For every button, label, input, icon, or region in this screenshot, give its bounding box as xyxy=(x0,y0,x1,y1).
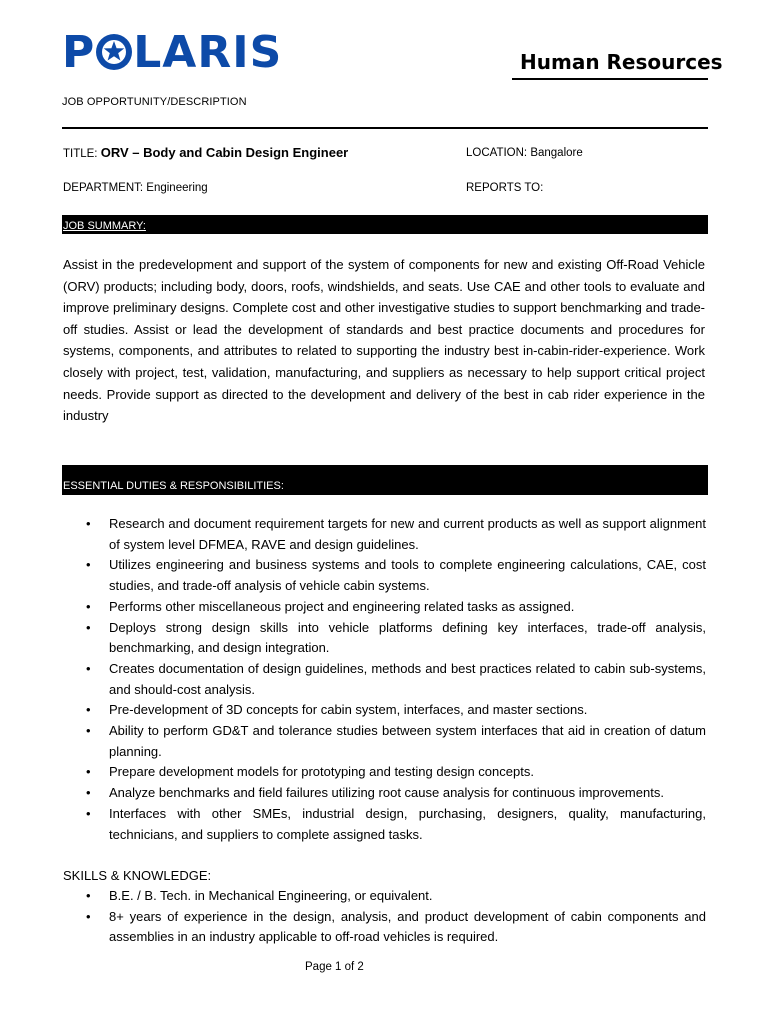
star-icon xyxy=(96,34,132,70)
list-item xyxy=(86,907,706,948)
list-item xyxy=(86,721,706,762)
duty-text: Utilizes engineering and business systems and tools to complete engineering calculations, CAE, cost studies, and trade-off analysis of vehicle cabin systems. xyxy=(109,557,706,594)
bullet-icon: • xyxy=(86,785,91,801)
reports-to-label: REPORTS TO: xyxy=(466,182,544,194)
page-number: Page 1 of 2 xyxy=(305,961,364,973)
reports-to-field xyxy=(466,182,543,194)
duty-text: Deploys strong design skills into vehicle platforms defining key interfaces, trade-off analysis, benchmarking, and design integration. xyxy=(109,619,706,656)
department-title: Human Resources xyxy=(520,50,723,74)
skills-heading: SKILLS & KNOWLEDGE: xyxy=(63,868,212,883)
title-value: ORV – Body and Cabin Design Engineer xyxy=(100,145,349,160)
list-item xyxy=(86,804,706,845)
duties-heading xyxy=(62,465,708,495)
bullet-icon: • xyxy=(86,764,91,780)
doc-type-label: JOB OPPORTUNITY/DESCRIPTION xyxy=(62,96,247,108)
list-item xyxy=(86,618,706,659)
bullet-icon: • xyxy=(86,723,91,739)
list-item xyxy=(86,783,706,804)
bullet-icon: • xyxy=(86,598,91,614)
bullet-icon: • xyxy=(86,888,91,903)
duty-text: Creates documentation of design guidelines, methods and best practices related to cabin sub-systems, and should-cost analysis. xyxy=(109,660,706,697)
header-divider xyxy=(62,127,708,129)
duty-text: Ability to perform GD&T and tolerance studies between system interfaces that aid in creation of datum planning. xyxy=(109,723,706,759)
duty-text: Performs other miscellaneous project and engineering related tasks as assigned. xyxy=(109,598,575,614)
duty-text: Interfaces with other SMEs, industrial design, purchasing, designers, quality, manufacturing, technicians, and suppliers to complete assigned tasks. xyxy=(109,805,706,842)
bullet-icon: • xyxy=(86,557,91,573)
bullet-icon: • xyxy=(86,805,91,821)
list-item xyxy=(86,762,706,783)
duties-heading-text: ESSENTIAL DUTIES & RESPONSIBILITIES: xyxy=(63,480,284,492)
job-summary-heading-text: JOB SUMMARY: xyxy=(63,220,146,232)
list-item xyxy=(86,886,706,907)
skills-list xyxy=(86,886,706,948)
list-item xyxy=(86,659,706,700)
job-summary-text: Assist in the predevelopment and support of the system of components for new and existing Off-Road Vehicle (ORV) products; including body, doors, roofs, windshields, and seats. Use CAE and other tools to evaluate and improve preliminary designs. Complete cost and other investigative studies to support benchmarking and trade-off studies. Assist or lead the development of standards and best practice documents and procedures for systems, components, and attributes to related to supporting the industry best in-cabin-rider-experience. Work closely with project, test, validation, manufacturing, and suppliers as necessary to help support critical project needs. Provide support as directed to the development and delivery of the best in cab rider experience in the industry xyxy=(63,257,705,424)
list-item xyxy=(86,514,706,555)
bullet-icon: • xyxy=(86,908,91,924)
header-underline xyxy=(512,78,708,80)
polaris-logo xyxy=(62,27,283,78)
list-item xyxy=(86,700,706,721)
duties-list xyxy=(86,514,706,845)
job-summary-heading xyxy=(62,215,708,234)
list-item xyxy=(86,555,706,596)
list-item xyxy=(86,597,706,618)
duty-text: Pre-development of 3D concepts for cabin system, interfaces, and master sections. xyxy=(109,702,588,718)
location-label: LOCATION: xyxy=(466,147,531,159)
logo-text-left: P xyxy=(62,27,96,78)
location-value: Bangalore xyxy=(530,147,583,159)
title-label: TITLE: xyxy=(63,148,101,160)
department-value: Engineering xyxy=(146,182,208,194)
title-field xyxy=(63,145,348,160)
duty-text: Research and document requirement targets for new and current products as well as support alignment of system level DFMEA, RAVE and design guidelines. xyxy=(109,516,706,552)
department-label: DEPARTMENT: xyxy=(63,182,147,194)
bullet-icon: • xyxy=(86,619,91,635)
duty-text: Analyze benchmarks and field failures utilizing root cause analysis for continuous improvements. xyxy=(109,785,664,801)
duty-text: Prepare development models for prototyping and testing design concepts. xyxy=(109,764,534,780)
skill-text: B.E. / B. Tech. in Mechanical Engineering, or equivalent. xyxy=(109,888,433,903)
bullet-icon: • xyxy=(86,702,91,718)
department-field xyxy=(63,182,208,194)
logo-text-right: LARIS xyxy=(133,27,283,78)
location-field xyxy=(466,147,583,159)
bullet-icon: • xyxy=(86,516,91,531)
bullet-icon: • xyxy=(86,660,91,676)
skill-text: 8+ years of experience in the design, analysis, and product development of cabin components and assemblies in an industry applicable to off-road vehicles is required. xyxy=(109,908,706,945)
